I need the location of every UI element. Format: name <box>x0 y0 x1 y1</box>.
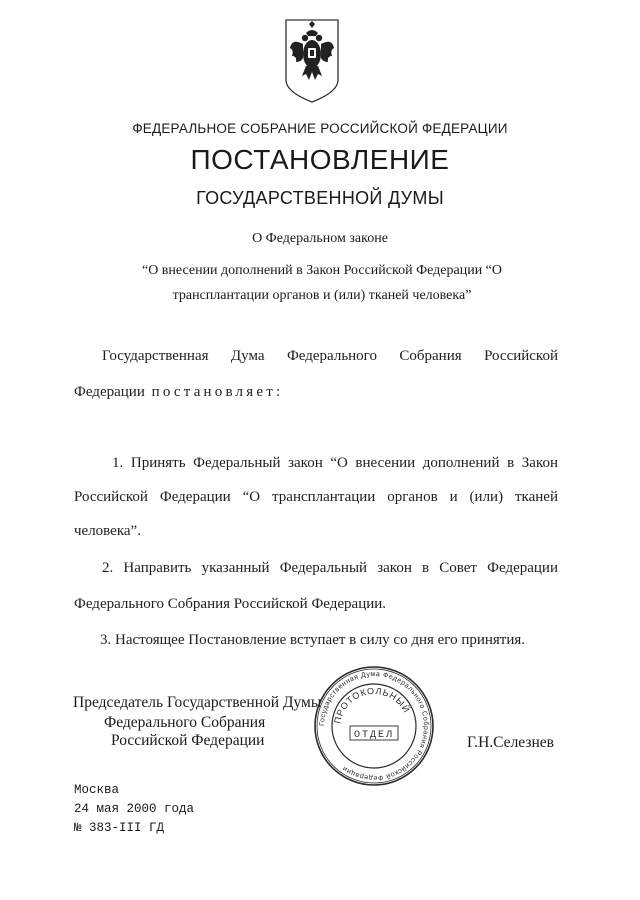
subject-title: “О внесении дополнений в Закон Российской Федерации “О трансплантации органов и (или) тканей человека” <box>141 263 503 303</box>
preamble-prefix: Федерации <box>74 384 145 400</box>
stamp-center-text: ОТДЕЛ <box>353 730 395 741</box>
item-1-line-2: Российской Федерации “О трансплантации органов и (или) тканей <box>74 489 558 505</box>
item-1-line-1: 1. Принять Федеральный закон “О внесении дополнений в Закон <box>112 455 558 471</box>
item-1-line-3: человека”. <box>74 523 141 539</box>
footer-city: Москва <box>74 783 120 797</box>
preamble-line-2 <box>74 384 283 401</box>
footer-number: № 383-III ГД <box>74 821 165 835</box>
signatory-title-line-2: Федерального Собрания <box>104 714 266 731</box>
stamp-outer-text: Государственная Дума Федерального Собрания Российской Федерации <box>318 670 430 782</box>
signatory-title-line-1: Председатель Государственной Думы <box>73 694 322 711</box>
subject-line: О Федеральном законе <box>252 231 388 246</box>
issuer-title: ГОСУДАРСТВЕННОЙ ДУМЫ <box>196 188 444 208</box>
organization-header: ФЕДЕРАЛЬНОЕ СОБРАНИЕ РОССИЙСКОЙ ФЕДЕРАЦИИ <box>132 121 508 136</box>
official-stamp <box>312 664 436 788</box>
stamp-inner-text: ПРОТОКОЛЬНЫЙ <box>332 685 413 725</box>
item-3: 3. Настоящее Постановление вступает в силу со дня его принятия. <box>100 632 526 648</box>
preamble-line-1: Государственная Дума Федерального Собрания Российской <box>102 348 558 364</box>
preamble-resolves: постановляет: <box>151 384 284 400</box>
item-2-line-1: 2. Направить указанный Федеральный закон в Совет Федерации <box>102 560 558 576</box>
footer-date: 24 мая 2000 года <box>74 802 195 816</box>
coat-of-arms-emblem <box>282 18 342 104</box>
document-type-title: ПОСТАНОВЛЕНИЕ <box>190 144 450 175</box>
item-2-line-2: Федерального Собрания Российской Федерации. <box>74 596 387 612</box>
signatory-title-line-3: Российской Федерации <box>111 732 265 749</box>
signatory-name: Г.Н.Селезнев <box>467 734 554 751</box>
